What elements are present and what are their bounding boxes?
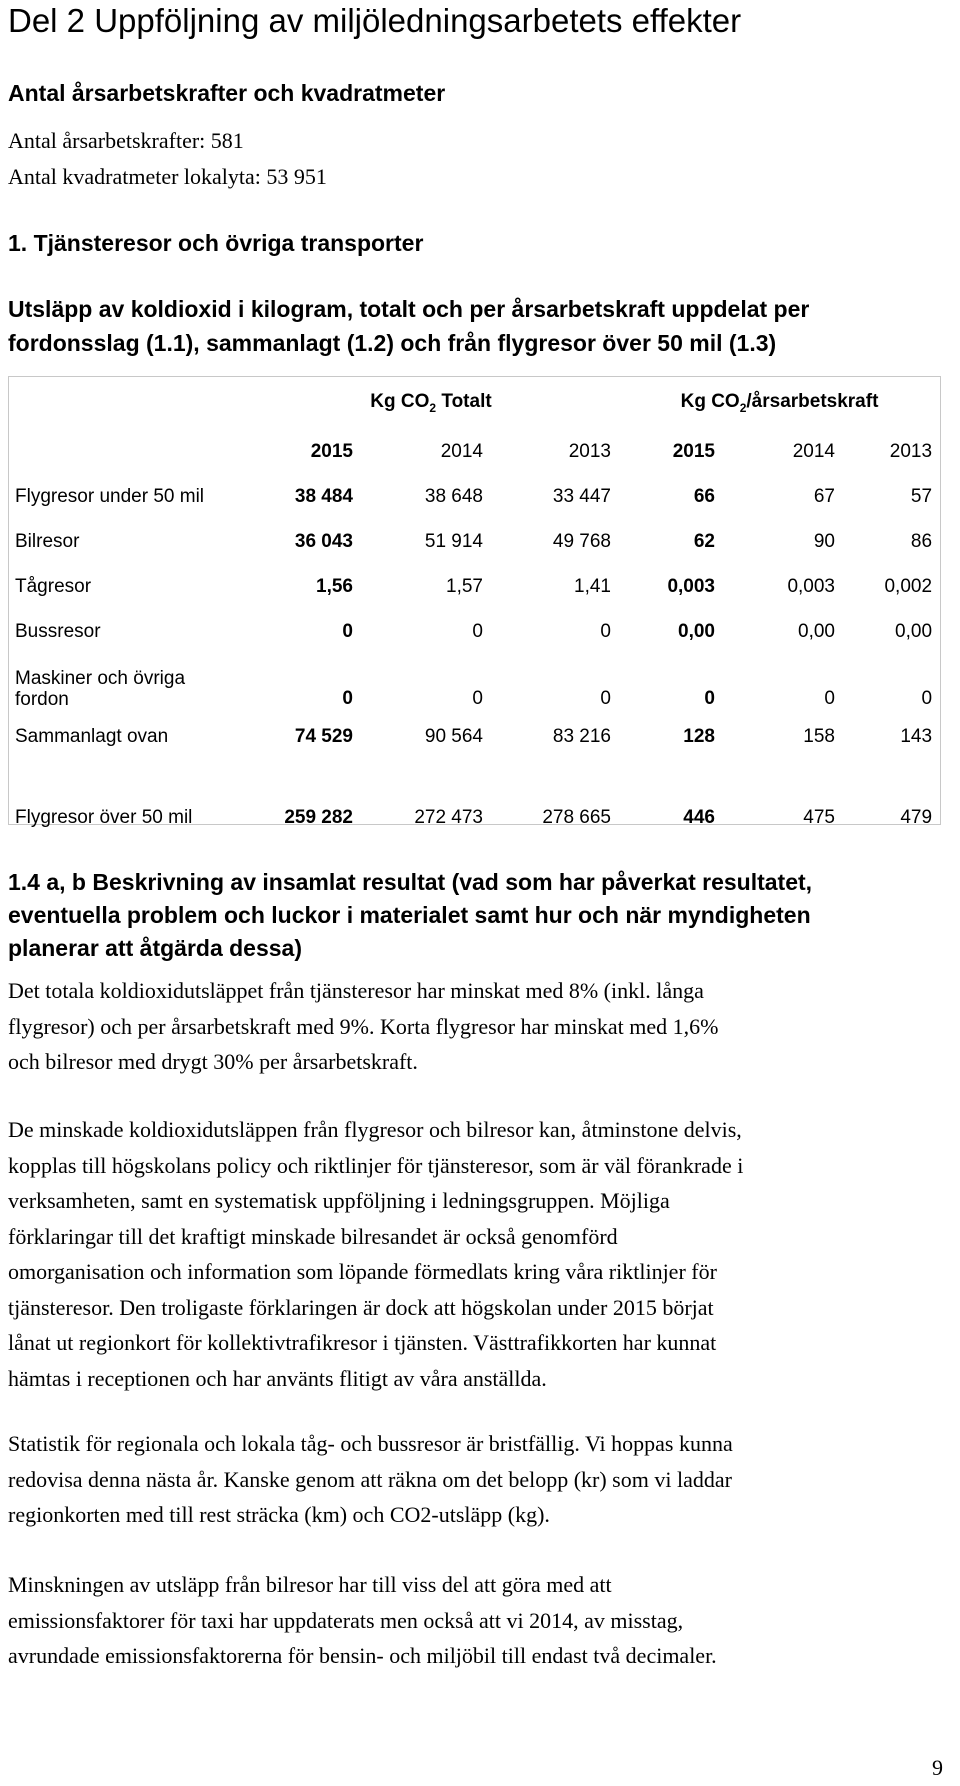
table-cell: 0 xyxy=(472,688,483,709)
table-cell: 90 xyxy=(813,530,835,552)
row-label: Maskiner och övriga fordon xyxy=(15,668,186,710)
table-row xyxy=(9,609,940,654)
table-cell: 1,41 xyxy=(574,575,611,597)
employees-section-title: Antal årsarbetskrafter och kvadratmeter xyxy=(8,80,446,106)
table-cell: 1,57 xyxy=(446,575,483,597)
table-cell: 67 xyxy=(813,485,835,507)
emissions-table xyxy=(8,376,941,828)
year-header: 2014 xyxy=(792,440,835,462)
table-cell: 278 665 xyxy=(542,806,611,828)
table-year-header xyxy=(9,429,940,474)
table-cell: 0,00 xyxy=(895,620,933,642)
table-cell: 83 216 xyxy=(552,725,611,747)
paragraph-explanation: De minskade koldioxidutsläppen från flygresor och bilresor kan, åtminstone delvis, kopplas till högskolans policy och riktlinjer för tjänsteresor, som är väl förankrade i verksamheten, samt en systematisk uppföljning i ledningsgruppen. Möjliga förklaringar till det kraftigt minskade bilresandet är också genomförd omorganisation och information som löpande förmedlats kring våra riktlinjer för tjänsteresor. Den troligaste förklaringen är dock att högskolan under 2015 börjat lånat ut regionkort för kollektivtrafikresor i tjänsten. Västtrafikkorten har kunnat hämtas i receptionen och har använts flitigt av våra anställda. xyxy=(8,1117,744,1391)
table-cell: 0,003 xyxy=(667,575,715,597)
paragraph-summary: Det totala koldioxidutsläppet från tjänsteresor har minskat med 8% (inkl. långa flygresor) och per årsarbetskraft med 9%. Korta flygresor har minskat med 1,6% och bilresor med drygt 30% per årsarbetskraft. xyxy=(8,978,719,1074)
row-label: Flygresor över 50 mil xyxy=(15,806,193,828)
table-cell: 272 473 xyxy=(414,806,483,828)
table-row xyxy=(9,519,940,564)
table-cell: 0 xyxy=(921,688,933,709)
table-cell: 62 xyxy=(693,530,715,552)
table-row xyxy=(9,474,940,519)
table-cell: 33 447 xyxy=(552,485,611,507)
paragraph-statistics: Statistik för regionala och lokala tåg- och bussresor är bristfällig. Vi hoppas kunna redovisa denna nästa år. Kanske genom att räkna om det belopp (kr) som vi laddar regionkorten med till rest sträcka (km) och CO2-utsläpp (kg). xyxy=(8,1431,733,1527)
travel-section-title: 1. Tjänsteresor och övriga transporter xyxy=(8,230,424,256)
table-cell: 0,00 xyxy=(798,620,835,642)
table-cell: 0 xyxy=(824,688,835,709)
row-label: Tågresor xyxy=(15,575,92,597)
table-cell: 49 768 xyxy=(552,530,611,552)
row-label: Bilresor xyxy=(15,530,80,552)
table-cell: 0 xyxy=(472,620,483,642)
table-row xyxy=(9,714,940,759)
row-label: Flygresor under 50 mil xyxy=(15,485,205,507)
table-cell: 475 xyxy=(803,806,835,828)
paragraph-emission-factors: Minskningen av utsläpp från bilresor har till viss del att göra med att emissionsfaktorer för taxi har uppdaterats men också att vi 2014, av misstag, avrundade emissionsfaktorerna för bensin- och miljöbil till endast två decimaler. xyxy=(8,1572,717,1668)
travel-subtitle-line-2: fordonsslag (1.1), sammanlagt (1.2) och från flygresor över 50 mil (1.3) xyxy=(8,330,777,356)
table-cell: 0 xyxy=(342,620,353,642)
row-label: Bussresor xyxy=(15,620,101,642)
table-cell: 38 648 xyxy=(424,485,483,507)
description-title: 1.4 a, b Beskrivning av insamlat resultat (vad som har påverkat resultatet, eventuella problem och luckor i materialet samt hur och när myndigheten planerar att åtgärda dessa) xyxy=(8,869,813,961)
table-cell: 0 xyxy=(342,688,353,709)
year-header: 2013 xyxy=(568,440,611,462)
row-label: Sammanlagt ovan xyxy=(15,725,169,747)
year-header: 2014 xyxy=(440,440,483,462)
table-cell: 479 xyxy=(900,806,933,828)
table-cell: 0 xyxy=(600,620,611,642)
table-cell: 158 xyxy=(803,725,835,747)
table-cell: 259 282 xyxy=(284,806,353,828)
page-number: 9 xyxy=(932,1755,943,1780)
table-row xyxy=(9,564,940,609)
table-cell: 0 xyxy=(600,688,611,709)
year-header: 2015 xyxy=(672,440,715,462)
table-cell: 66 xyxy=(693,485,715,507)
table-cell: 90 564 xyxy=(424,725,483,747)
table-cell: 143 xyxy=(900,725,933,747)
table-row xyxy=(9,654,940,714)
table-cell: 74 529 xyxy=(294,725,353,747)
table-cell: 36 043 xyxy=(294,530,353,552)
table-cell: 57 xyxy=(910,485,933,507)
table-spacer-row xyxy=(9,759,940,795)
table-cell: 86 xyxy=(910,530,933,552)
floor-area: Antal kvadratmeter lokalyta: 53 951 xyxy=(8,164,327,189)
table-cell: 446 xyxy=(683,806,715,828)
table-cell: 0,002 xyxy=(884,575,933,597)
year-header: 2015 xyxy=(310,440,353,462)
table-cell: 38 484 xyxy=(294,485,353,507)
table-cell: 0,003 xyxy=(787,575,835,597)
table-cell: 0,00 xyxy=(678,620,715,642)
employees-count: Antal årsarbetskrafter: 581 xyxy=(8,128,244,153)
page-heading: Del 2 Uppföljning av miljöledningsarbetets effekter xyxy=(8,2,742,39)
table-cell: 0 xyxy=(704,688,715,709)
table-cell: 1,56 xyxy=(316,575,353,597)
table-row xyxy=(9,795,940,840)
group-header-total: Kg $CO_2$ Totalt xyxy=(370,391,492,415)
table-cell: 128 xyxy=(683,725,715,747)
travel-subtitle-line-1: Utsläpp av koldioxid i kilogram, totalt och per årsarbetskraft uppdelat per xyxy=(8,296,810,322)
table-cell: 51 914 xyxy=(424,530,483,552)
year-header: 2013 xyxy=(889,440,933,462)
table-group-header xyxy=(9,377,940,429)
group-header-per-employee: Kg $CO_2$/årsarbetskraft xyxy=(680,391,879,415)
